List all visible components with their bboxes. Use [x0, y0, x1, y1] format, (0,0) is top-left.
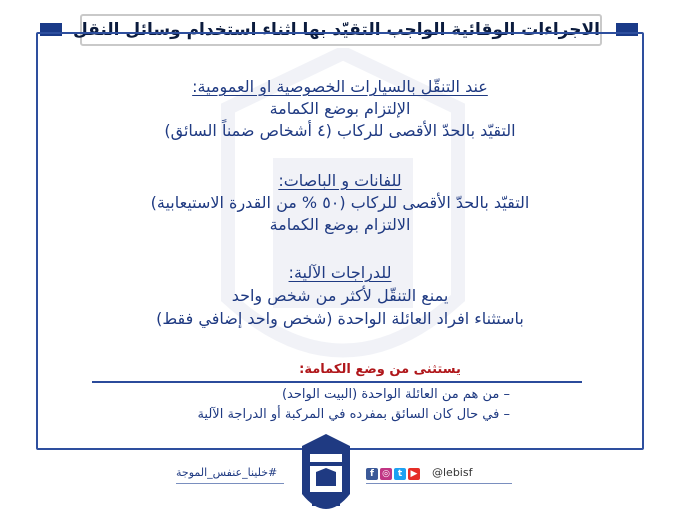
exception-item: – في حال كان السائق بمفرده في المركبة أو الدراجة الآلية [197, 407, 510, 422]
section-line: باستثناء افراد العائلة الواحدة (شخص واحد إضافي فقط) [156, 309, 524, 328]
hashtag-text: #خلينا_عنفس_الموجة [176, 466, 278, 479]
social-icons [366, 466, 420, 482]
page-title: الاجراءات الوقائية الواجب التقيّد بها اثناء استخدام وسائل النقل [72, 20, 600, 40]
section-line: الالتزام بوضع الكمامة [269, 215, 411, 234]
exception-item: – من هم من العائلة الواحدة (البيت الواحد) [281, 387, 510, 402]
social-handle[interactable]: @lebisf [432, 466, 473, 479]
section-line: الإلتزام بوضع الكمامة [269, 99, 411, 118]
facebook-icon[interactable]: f [366, 468, 378, 480]
isf-logo [298, 432, 354, 531]
exceptions-title: يستثنى من وضع الكمامة: [299, 362, 461, 377]
handle-underline [366, 483, 512, 484]
instagram-icon[interactable]: ◎ [380, 468, 392, 480]
twitter-icon[interactable]: t [394, 468, 406, 480]
section-line: التقيّد بالحدّ الأقصى للركاب (٤ أشخاص ضمناً السائق) [164, 121, 516, 140]
separator-line [92, 381, 582, 383]
hashtag-underline [176, 483, 284, 484]
section-line: يمنع التنقّل لأكثر من شخص واحد [231, 286, 449, 305]
section-heading: عند التنقّل بالسيارات الخصوصية او العمومية: [192, 77, 488, 96]
section-line: التقيّد بالحدّ الأقصى للركاب (٥٠ % من القدرة الاستيعابية) [150, 193, 530, 212]
section-heading: للدراجات الآلية: [288, 263, 392, 282]
youtube-icon[interactable]: ▶ [408, 468, 420, 480]
section-heading: للفانات و الباصات: [278, 171, 402, 190]
